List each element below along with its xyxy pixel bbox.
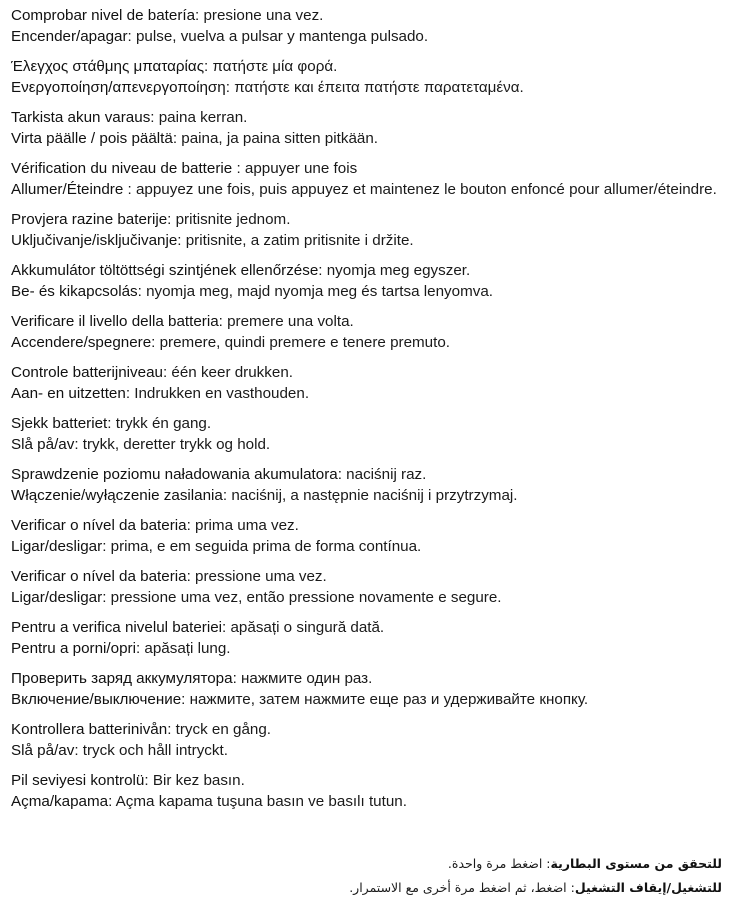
battery-check-text: : tryck en gång. xyxy=(167,721,272,738)
battery-check-line xyxy=(11,311,731,332)
instruction-block-es xyxy=(11,5,731,47)
battery-check-label: Sprawdzenie poziomu naładowania akumulatora xyxy=(11,466,338,483)
power-toggle-line xyxy=(11,485,731,506)
power-toggle-line xyxy=(11,536,731,557)
power-toggle-label: Aan- en uitzetten xyxy=(11,385,126,402)
power-toggle-text: : pritisnite, a zatim pritisnite i držite. xyxy=(177,232,414,249)
instruction-block-nl xyxy=(11,362,731,404)
instruction-block-fi xyxy=(11,107,731,149)
power-toggle-label: Açma/kapama xyxy=(11,793,109,810)
power-toggle-label: Allumer/Éteindre xyxy=(11,181,124,198)
battery-check-label: Pentru a verifica nivelul bateriei xyxy=(11,619,223,636)
battery-check-label: Kontrollera batterinivån xyxy=(11,721,168,738)
battery-check-text: : één keer drukken. xyxy=(162,364,293,381)
battery-check-text: : prima uma vez. xyxy=(186,517,299,534)
power-toggle-text: : apăsați lung. xyxy=(135,640,231,657)
battery-check-label: Έλεγχος στάθμης μπαταρίας xyxy=(11,58,205,75)
power-toggle-label: Pentru a porni/opri xyxy=(11,640,136,657)
power-toggle-line xyxy=(11,434,731,455)
battery-check-label: Verificare il livello della batteria xyxy=(11,313,219,330)
battery-check-line xyxy=(11,158,731,179)
battery-check-text: : paina kerran. xyxy=(150,109,248,126)
battery-check-text: : pressione uma vez. xyxy=(186,568,327,585)
battery-check-line xyxy=(11,770,731,791)
battery-check-line xyxy=(11,260,731,281)
battery-check-line xyxy=(11,107,731,128)
power-toggle-line xyxy=(11,26,731,47)
battery-check-text: : presione una vez. xyxy=(195,7,324,24)
battery-check-label: Vérification du niveau de batterie xyxy=(11,160,233,177)
battery-check-text: : trykk én gang. xyxy=(107,415,212,432)
power-toggle-label: Slå på/av xyxy=(11,436,75,453)
battery-check-text: : πατήστε μία φορά. xyxy=(204,58,338,75)
battery-check-line xyxy=(11,617,731,638)
instruction-block-sv xyxy=(11,719,731,761)
power-toggle-label: Encender/apagar xyxy=(11,28,128,45)
power-toggle-line xyxy=(11,77,731,98)
power-toggle-text: : prima, e em seguida prima de forma contínua. xyxy=(102,538,422,555)
power-toggle-line xyxy=(11,587,731,608)
battery-check-line xyxy=(11,719,731,740)
instruction-block-el xyxy=(11,56,731,98)
power-toggle-line xyxy=(11,791,731,812)
battery-check-label: Provjera razine baterije xyxy=(11,211,168,228)
battery-check-label: Pil seviyesi kontrolü xyxy=(11,772,145,789)
battery-check-label: Controle batterijniveau xyxy=(11,364,163,381)
power-toggle-text: : اضغط، ثم اضغط مرة أخرى مع الاستمرار. xyxy=(349,880,575,895)
power-toggle-label: Ligar/desligar xyxy=(11,589,103,606)
power-toggle-line xyxy=(11,179,731,200)
battery-check-text: : apăsați o singură dată. xyxy=(222,619,385,636)
battery-check-text: : нажмите один раз. xyxy=(232,670,373,687)
power-toggle-text: : premere, quindi premere e tenere premuto. xyxy=(151,334,451,351)
instruction-block-it xyxy=(11,311,731,353)
instruction-block-fr xyxy=(11,158,731,200)
power-toggle-label: للتشغيل/إيقاف التشغيل xyxy=(574,880,722,895)
battery-check-label: Verificar o nível da bateria xyxy=(11,517,187,534)
power-toggle-label: Ligar/desligar xyxy=(11,538,103,555)
battery-check-text: : pritisnite jednom. xyxy=(167,211,291,228)
power-toggle-line xyxy=(11,230,731,251)
power-toggle-text: : tryck och håll intryckt. xyxy=(74,742,228,759)
instruction-block-no xyxy=(11,413,731,455)
battery-check-label: Comprobar nivel de batería xyxy=(11,7,196,24)
instruction-block-ar xyxy=(22,852,722,900)
battery-check-text: : appuyer une fois xyxy=(232,160,358,177)
battery-check-text: : nyomja meg egyszer. xyxy=(318,262,471,279)
battery-check-label: Sjekk batteriet xyxy=(11,415,108,432)
power-toggle-text: : nyomja meg, majd nyomja meg és tartsa lenyomva. xyxy=(137,283,493,300)
power-toggle-line xyxy=(11,689,731,710)
power-toggle-text: : πατήστε και έπειτα πατήστε παρατεταμένα. xyxy=(225,79,524,96)
instruction-block-pl xyxy=(11,464,731,506)
power-toggle-label: Slå på/av xyxy=(11,742,75,759)
battery-check-line xyxy=(11,362,731,383)
power-toggle-line xyxy=(11,740,731,761)
instruction-block-pt xyxy=(11,566,731,608)
power-toggle-text: : нажмите, затем нажмите еще раз и удерживайте кнопку. xyxy=(181,691,589,708)
battery-check-text: : naciśnij raz. xyxy=(337,466,427,483)
power-toggle-text: : Açma kapama tuşuna basın ve basılı tutun. xyxy=(108,793,407,810)
battery-check-line xyxy=(11,209,731,230)
battery-check-line xyxy=(11,515,731,536)
battery-check-label: Проверить заряд аккумулятора xyxy=(11,670,233,687)
power-toggle-text: : paina, ja paina sitten pitkään. xyxy=(172,130,379,147)
battery-check-line xyxy=(11,566,731,587)
power-toggle-line xyxy=(11,281,731,302)
power-toggle-line xyxy=(11,332,731,353)
power-toggle-label: Virta päälle / pois päältä xyxy=(11,130,173,147)
instruction-block-hr xyxy=(11,209,731,251)
power-toggle-label: Включение/выключение xyxy=(11,691,182,708)
battery-check-line xyxy=(11,668,731,689)
power-toggle-text: : naciśnij, a następnie naciśnij i przytrzymaj. xyxy=(222,487,518,504)
instruction-block-pt-br xyxy=(11,515,731,557)
battery-check-text: : Bir kez basın. xyxy=(144,772,245,789)
power-toggle-label: Uključivanje/isključivanje xyxy=(11,232,178,249)
battery-check-label: للتحقق من مستوى البطارية xyxy=(550,856,722,871)
power-toggle-text: : trykk, deretter trykk og hold. xyxy=(74,436,271,453)
power-toggle-text: : Indrukken en vasthouden. xyxy=(125,385,310,402)
power-toggle-line xyxy=(11,638,731,659)
power-toggle-label: Be- és kikapcsolás xyxy=(11,283,138,300)
battery-check-text: : اضغط مرة واحدة. xyxy=(447,856,551,871)
battery-check-line xyxy=(22,852,722,876)
power-toggle-text: : appuyez une fois, puis appuyez et maintenez le bouton enfoncé pour allumer/éteindre. xyxy=(123,181,717,198)
instruction-block-ru xyxy=(11,668,731,710)
instruction-block-hu xyxy=(11,260,731,302)
battery-check-label: Verificar o nível da bateria xyxy=(11,568,187,585)
power-toggle-label: Accendere/spegnere xyxy=(11,334,152,351)
power-toggle-line xyxy=(22,876,722,900)
battery-check-label: Tarkista akun varaus xyxy=(11,109,151,126)
battery-check-label: Akkumulátor töltöttségi szintjének ellenőrzése xyxy=(11,262,319,279)
battery-check-line xyxy=(11,56,731,77)
power-toggle-line xyxy=(11,383,731,404)
battery-check-text: : premere una volta. xyxy=(218,313,354,330)
power-toggle-line xyxy=(11,128,731,149)
battery-check-line xyxy=(11,413,731,434)
power-toggle-text: : pressione uma vez, então pressione novamente e segure. xyxy=(102,589,502,606)
power-toggle-label: Włączenie/wyłączenie zasilania xyxy=(11,487,223,504)
battery-check-line xyxy=(11,464,731,485)
battery-check-line xyxy=(11,5,731,26)
instruction-block-tr xyxy=(11,770,731,812)
instruction-block-ro xyxy=(11,617,731,659)
power-toggle-label: Ενεργοποίηση/απενεργοποίηση xyxy=(11,79,226,96)
power-toggle-text: : pulse, vuelva a pulsar y mantenga pulsado. xyxy=(127,28,429,45)
instruction-document xyxy=(11,5,731,821)
